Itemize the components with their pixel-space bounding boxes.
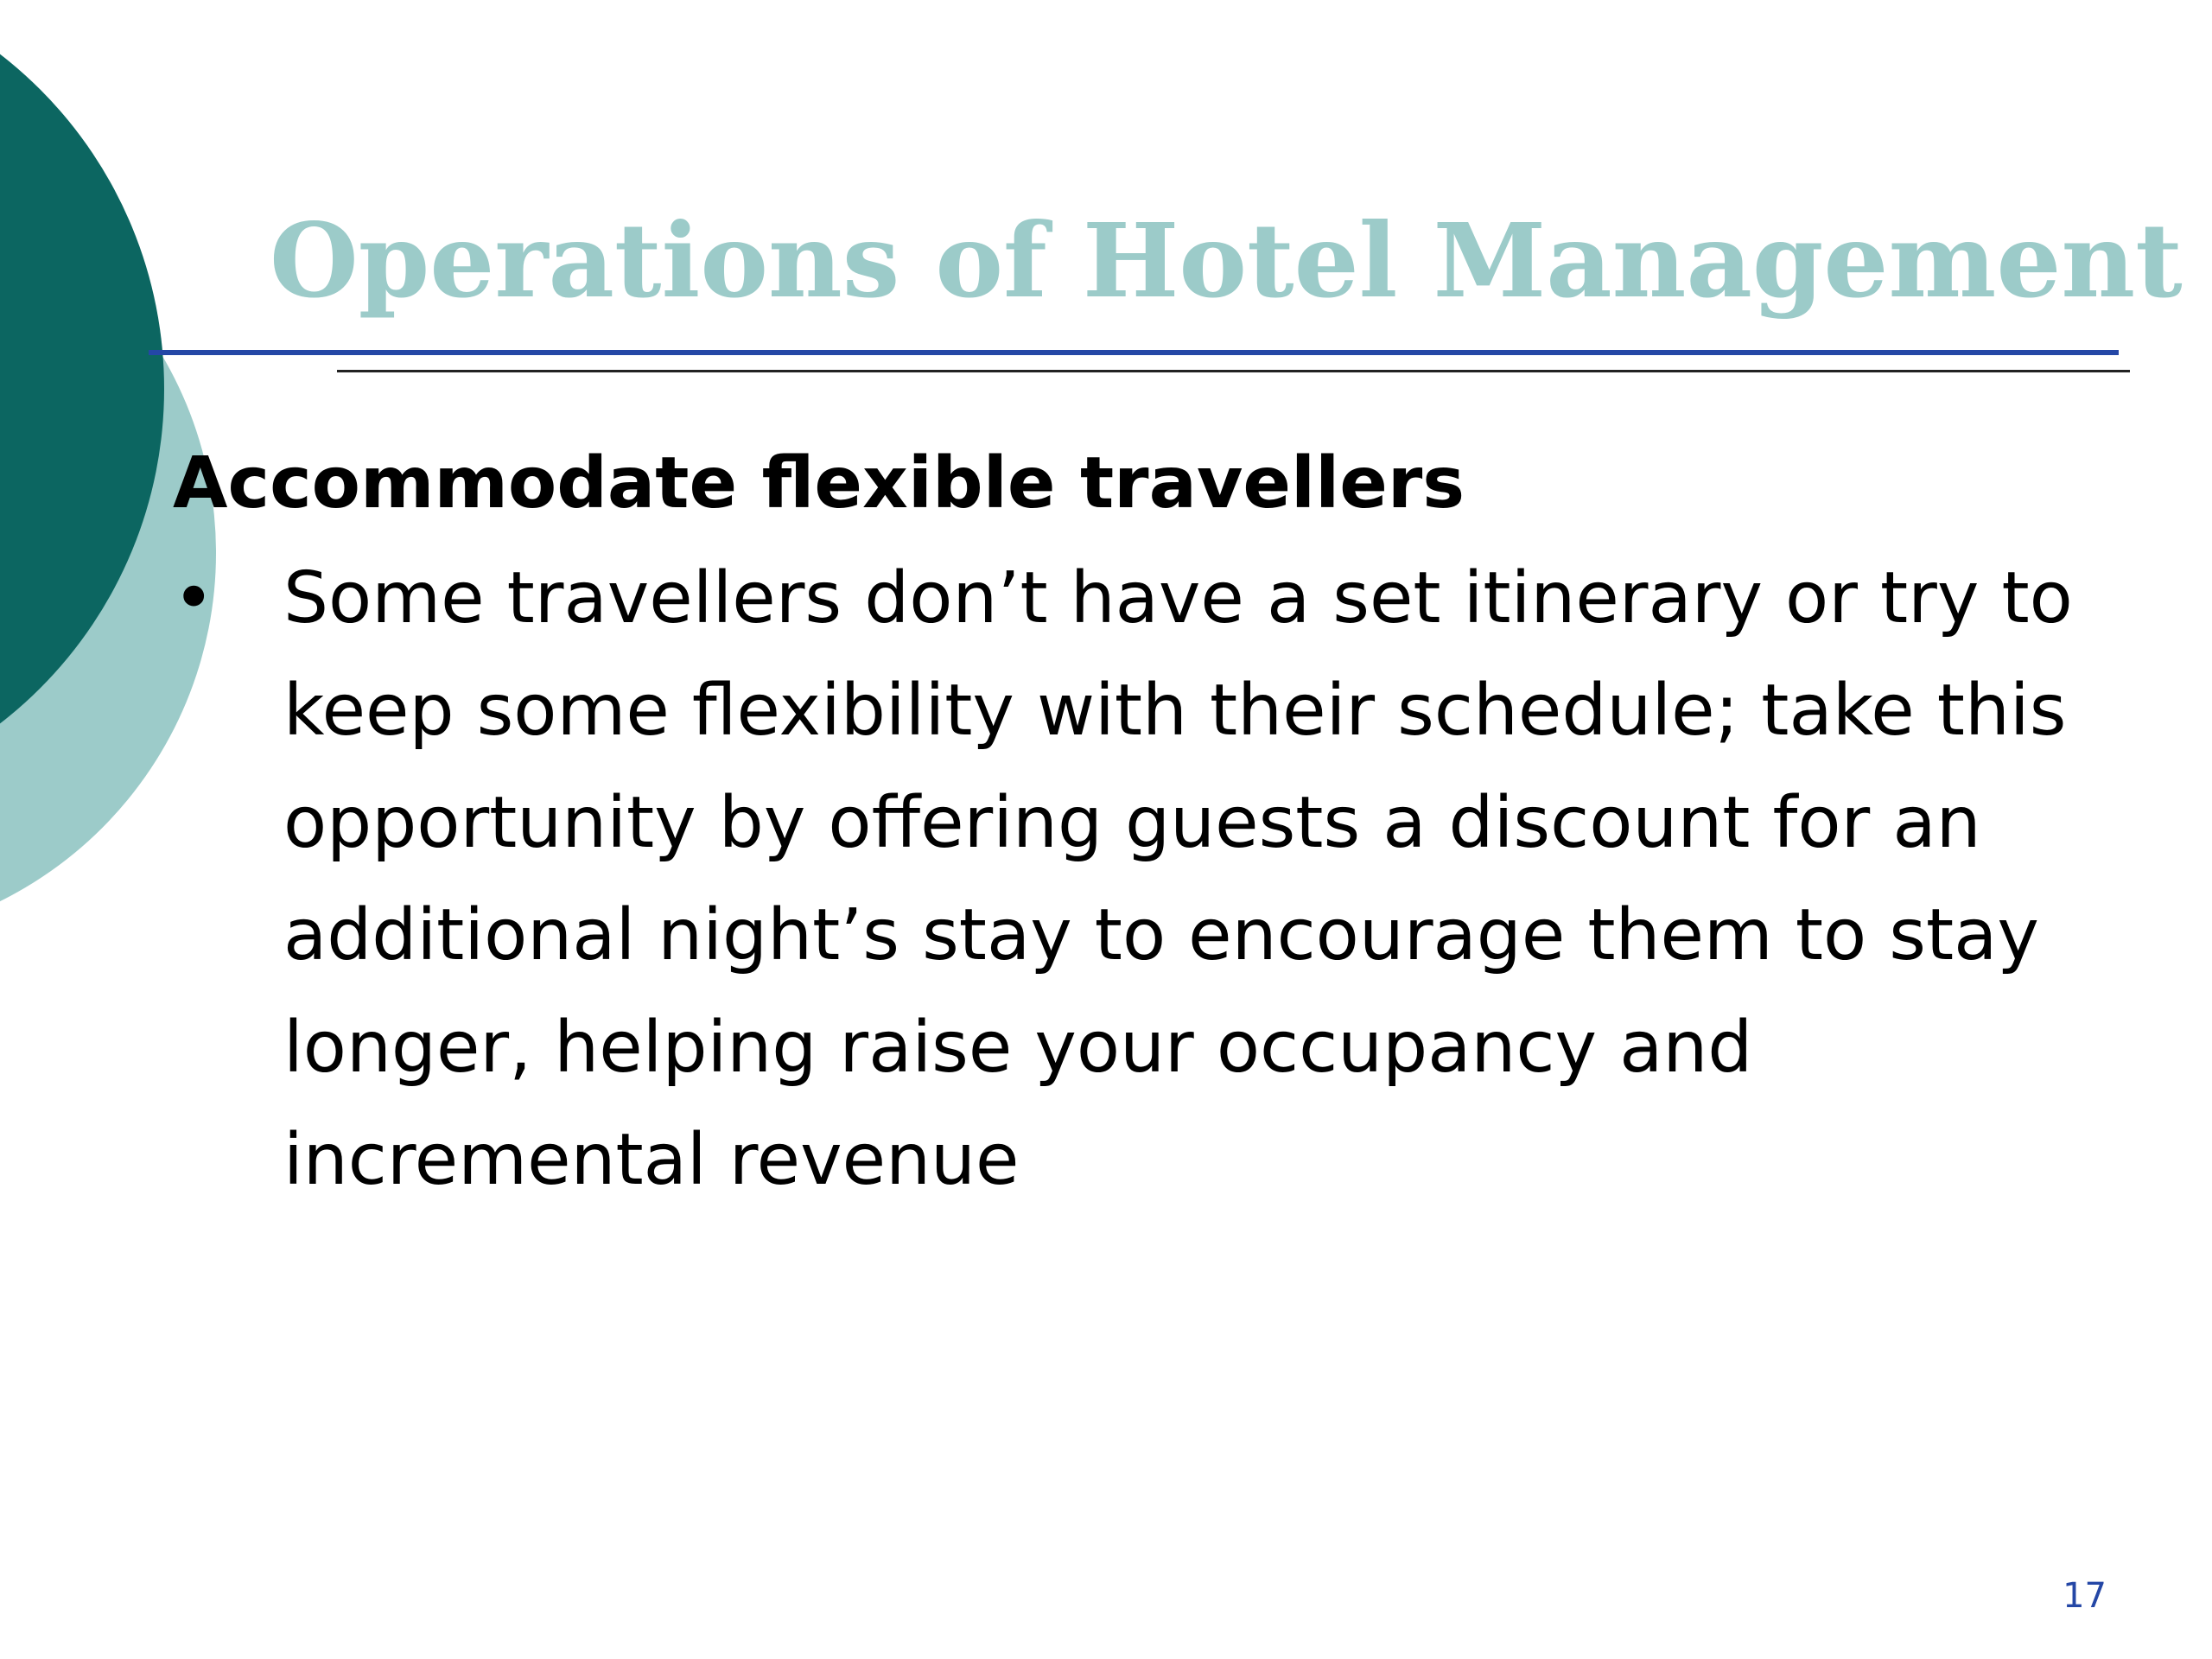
page-number: 17 xyxy=(2063,1576,2107,1616)
slide-title: Operations of Hotel Management xyxy=(270,200,2183,321)
title-underline-black xyxy=(337,370,2130,372)
bullet-text: Some travellers don’t have a set itinerary or try to keep some flexibility with their schedule; take this opportunity by offering guests a discount for an additional night’s stay to encourage them to stay longer, helping raise your occupancy and incremental revenue xyxy=(283,557,2073,1201)
section-heading: Accommodate flexible travellers xyxy=(173,442,1465,524)
bullet-marker: • xyxy=(173,557,215,639)
title-underline-blue xyxy=(149,350,2119,355)
